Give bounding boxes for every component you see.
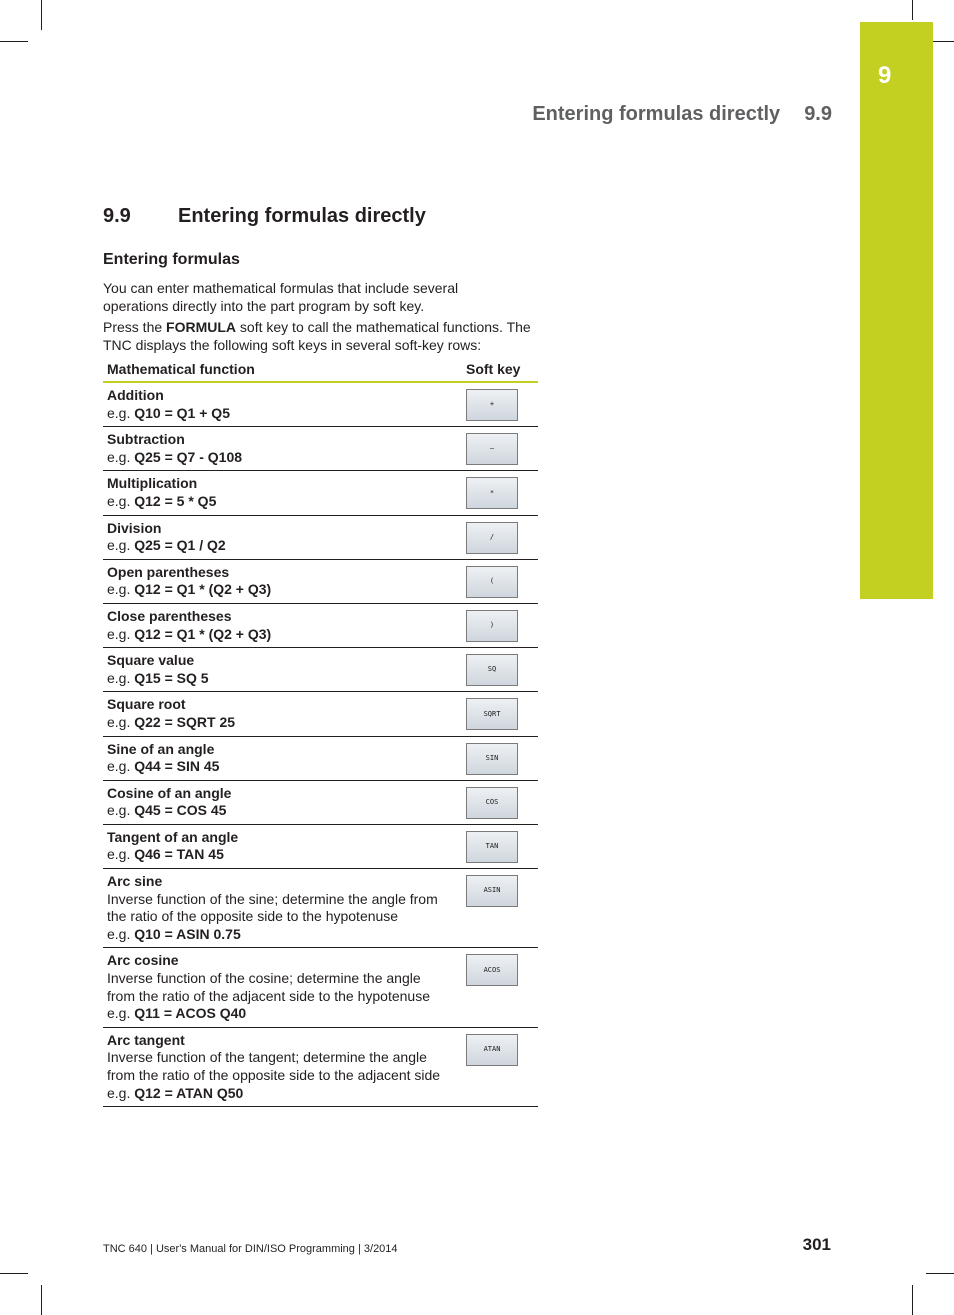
running-header: [532, 103, 832, 126]
function-example: [107, 1085, 458, 1103]
function-description: Inverse function of the sine; determine the angle from the ratio of the opposite side to the hypotenuse: [107, 890, 438, 925]
example-prefix: e.g.: [107, 669, 135, 686]
example-prefix: e.g.: [107, 448, 135, 465]
function-name: Division: [107, 519, 162, 536]
softkey-button[interactable]: *: [466, 477, 518, 509]
function-name: Open parentheses: [107, 563, 230, 580]
function-name: Arc sine: [107, 873, 163, 890]
function-example: [107, 626, 458, 644]
table-row: [103, 736, 538, 780]
softkey-button[interactable]: TAN: [466, 831, 518, 863]
softkey-button[interactable]: (: [466, 566, 518, 598]
function-name: Addition: [107, 387, 164, 403]
example-formula: Q15 = SQ 5: [134, 669, 209, 686]
table-row: [103, 515, 538, 559]
softkey-button[interactable]: –: [466, 433, 518, 465]
example-prefix: e.g.: [107, 758, 135, 775]
footer-text: TNC 640 | User's Manual for DIN/ISO Programming | 3/2014: [103, 1243, 398, 1255]
page-number: 301: [802, 1235, 831, 1254]
softkey-cell: [462, 427, 538, 471]
example-prefix: e.g.: [107, 846, 135, 863]
function-name: Square value: [107, 652, 195, 669]
example-formula: Q25 = Q1 / Q2: [134, 537, 226, 554]
example-prefix: e.g.: [107, 492, 135, 509]
function-cell: [103, 1027, 462, 1106]
softkey-button[interactable]: /: [466, 522, 518, 554]
crop-mark: [0, 41, 28, 42]
crop-mark: [912, 0, 913, 20]
softkey-cell: [462, 780, 538, 824]
function-cell: [103, 692, 462, 736]
softkey-cell: [462, 603, 538, 647]
function-cell: [103, 648, 462, 692]
function-example: [107, 926, 458, 944]
function-name: Subtraction: [107, 431, 185, 448]
section-heading: Entering formulas directly: [178, 205, 426, 227]
formula-key-name: FORMULA: [166, 319, 237, 335]
function-example: [107, 846, 458, 864]
example-formula: Q22 = SQRT 25: [134, 713, 236, 730]
function-cell: [103, 382, 462, 427]
example-prefix: e.g.: [107, 537, 135, 554]
press-paragraph: [103, 318, 533, 354]
softkey-button[interactable]: +: [466, 389, 518, 421]
table-row: [103, 824, 538, 868]
softkey-cell: [462, 559, 538, 603]
softkey-cell: [462, 648, 538, 692]
softkey-button[interactable]: ACOS: [466, 954, 518, 986]
press-after: soft key to call the mathematical functions. The TNC displays the following soft keys in several soft-key rows:: [103, 319, 531, 353]
running-header-section: 9.9: [804, 103, 832, 125]
function-example: [107, 1005, 458, 1023]
function-cell: [103, 427, 462, 471]
example-formula: Q12 = Q1 * (Q2 + Q3): [134, 581, 272, 598]
table-row: [103, 948, 538, 1027]
example-prefix: e.g.: [107, 404, 135, 421]
chapter-tab-number: 9: [878, 62, 892, 89]
example-prefix: e.g.: [107, 1005, 135, 1022]
table-row: [103, 648, 538, 692]
function-description: from the ratio of the adjacent side to the hypotenuse: [107, 987, 430, 1004]
column-header-softkey: Soft key: [462, 358, 538, 382]
function-description: Inverse function of the cosine; determine the angle: [107, 970, 421, 987]
softkey-cell: [462, 382, 538, 427]
table-row: [103, 869, 538, 948]
function-name: Tangent of an angle: [107, 828, 239, 845]
section-title: [103, 205, 426, 228]
function-example: [107, 493, 458, 511]
example-formula: Q44 = SIN 45: [134, 758, 220, 775]
example-prefix: e.g.: [107, 581, 135, 598]
example-formula: Q25 = Q7 - Q108: [134, 448, 243, 465]
running-header-title: Entering formulas directly: [532, 103, 781, 125]
function-example: [107, 670, 458, 688]
softkey-cell: [462, 692, 538, 736]
example-formula: Q10 = Q1 + Q5: [134, 404, 230, 421]
math-function-table: [103, 358, 538, 1107]
crop-mark: [41, 1285, 42, 1315]
softkey-button[interactable]: COS: [466, 787, 518, 819]
softkey-cell: [462, 869, 538, 948]
function-cell: [103, 736, 462, 780]
function-example: [107, 758, 458, 776]
example-formula: Q10 = ASIN 0.75: [134, 925, 241, 942]
function-name: Square root: [107, 696, 186, 713]
softkey-cell: [462, 824, 538, 868]
function-example: [107, 581, 458, 599]
softkey-button[interactable]: SQRT: [466, 698, 518, 730]
example-prefix: e.g.: [107, 802, 135, 819]
function-cell: [103, 471, 462, 515]
function-description: from the ratio of the opposite side to the adjacent side: [107, 1067, 441, 1083]
function-name: Arc cosine: [107, 952, 179, 969]
softkey-button[interactable]: SIN: [466, 743, 518, 775]
function-name: Arc tangent: [107, 1031, 185, 1048]
function-name: Cosine of an angle: [107, 784, 232, 801]
intro-paragraph: You can enter mathematical formulas that include several operations directly into the part program by soft key.: [103, 280, 459, 314]
table-row: [103, 603, 538, 647]
softkey-cell: [462, 471, 538, 515]
function-name: Close parentheses: [107, 607, 232, 624]
softkey-button[interactable]: ATAN: [466, 1034, 518, 1066]
example-formula: Q45 = COS 45: [134, 802, 227, 819]
table-row: [103, 471, 538, 515]
example-formula: Q12 = 5 * Q5: [134, 492, 217, 509]
softkey-cell: [462, 515, 538, 559]
example-formula: Q12 = ATAN Q50: [134, 1084, 244, 1101]
table-row: [103, 780, 538, 824]
softkey-button[interactable]: SQ: [466, 654, 518, 686]
function-name: Sine of an angle: [107, 740, 215, 757]
softkey-cell: [462, 948, 538, 1027]
crop-mark: [0, 1273, 28, 1274]
function-cell: [103, 948, 462, 1027]
function-example: [107, 537, 458, 555]
table-row: [103, 1027, 538, 1106]
press-before: Press the: [103, 319, 167, 335]
example-formula: Q12 = Q1 * (Q2 + Q3): [134, 625, 272, 642]
function-cell: [103, 515, 462, 559]
softkey-button[interactable]: ASIN: [466, 875, 518, 907]
function-example: [107, 714, 458, 732]
column-header-function: Mathematical function: [103, 358, 462, 382]
function-cell: [103, 603, 462, 647]
crop-mark: [912, 1285, 913, 1315]
example-formula: Q46 = TAN 45: [134, 846, 224, 863]
function-description: Inverse function of the tangent; determine the angle: [107, 1049, 427, 1066]
function-cell: [103, 869, 462, 948]
function-cell: [103, 780, 462, 824]
table-row: [103, 692, 538, 736]
example-prefix: e.g.: [107, 925, 135, 942]
table-row: [103, 382, 538, 427]
example-formula: Q11 = ACOS Q40: [134, 1005, 247, 1022]
subsection-title: Entering formulas: [103, 251, 240, 268]
crop-mark: [926, 1273, 954, 1274]
function-cell: [103, 824, 462, 868]
section-number: 9.9: [103, 205, 131, 227]
softkey-button[interactable]: ): [466, 610, 518, 642]
softkey-cell: [462, 736, 538, 780]
function-cell: [103, 559, 462, 603]
function-example: [107, 802, 458, 820]
example-prefix: e.g.: [107, 1084, 135, 1101]
example-prefix: e.g.: [107, 625, 135, 642]
example-prefix: e.g.: [107, 713, 135, 730]
table-row: [103, 559, 538, 603]
function-name: Multiplication: [107, 475, 198, 492]
table-row: [103, 427, 538, 471]
function-example: [107, 405, 458, 423]
function-example: [107, 449, 458, 467]
crop-mark: [41, 0, 42, 30]
chapter-tab: [860, 22, 933, 599]
softkey-cell: [462, 1027, 538, 1106]
